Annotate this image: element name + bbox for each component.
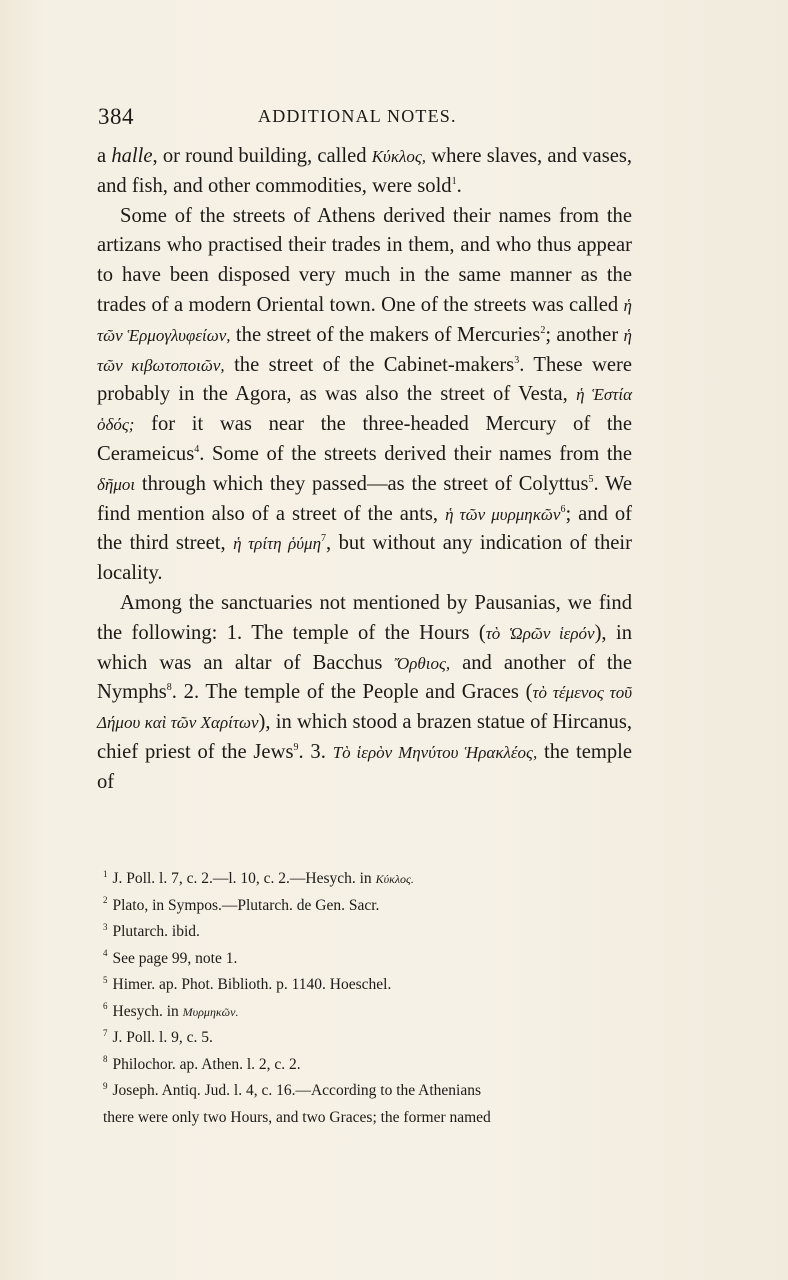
footnote-ref: 7 [321,533,327,545]
text-run: ; and of the third street, [97,502,632,555]
greek-phrase: ἡ τρίτη ῥύμη [233,534,322,554]
footnote [103,1052,633,1079]
paragraph-1 [97,142,632,202]
text-run: the street of the Cabinet-makers [234,353,515,376]
greek-phrase: τὸ Ὡρῶν ἱερόν [485,623,595,643]
footnote-continuation: there were only two Hours, and two Graces; the former named [103,1108,491,1126]
footnote-mark: 3 [103,921,108,932]
footnote-text: Hesych. in [112,1002,179,1020]
text-run: the street of the makers of Mercuries [235,323,541,346]
footnote-text: J. Poll. l. 7, c. 2.—l. 10, c. 2.—Hesych. in [112,870,372,887]
footnote-text: Plato, in Sympos.—Plutarch. de Gen. Sacr. [112,896,380,914]
footnote [103,972,633,999]
footnote-ref: 6 [560,503,566,515]
text-run: Some of the streets of Athens derived their names from the artizans who practised their trades in them, and who thus appear to have been disposed very much in the same manner as the trades of a modern Oriental town. One of the streets was called [97,204,632,316]
footnote-text: Himer. ap. Phot. Biblioth. p. 1140. Hoeschel. [112,976,392,993]
footnote [103,1078,633,1105]
page-header [98,104,636,134]
paragraph-2 [97,202,632,589]
text-run: . 2. The temple of the People and Graces ( [171,681,533,704]
footnote-text: Plutarch. ibid. [112,923,200,940]
footnote [103,893,633,920]
footnote-mark: 4 [103,948,108,959]
paragraph-3 [97,589,632,798]
text-run: and another of the Nymphs [97,651,632,704]
text-run: ), in which stood a brazen statue of Hircanus, chief priest of the Jews [97,711,632,763]
text-run: ; another [545,323,619,346]
footnote-mark: 5 [103,974,108,985]
footnote-mark: 2 [103,895,108,906]
footnote-ref: 3 [514,354,520,366]
greek-phrase: Κύκλος. [375,872,414,886]
greek-phrase: Μυρμηκῶν. [182,1004,239,1019]
running-head: ADDITIONAL NOTES. [258,106,457,126]
text-run: where slaves, and vases, and fish, and other commodities, were sold [97,145,633,197]
italic-word: halle [111,145,153,167]
text-run: . These were probably in the Agora, as was also the street of Vesta, [97,353,633,406]
greek-phrase: δῆμοι [97,474,136,494]
footnote-text: J. Poll. l. 9, c. 5. [112,1029,213,1046]
greek-phrase: ἡ Ἑστία ὁδός; [97,385,632,435]
footnote-mark: 7 [103,1027,108,1038]
footnotes [103,866,633,1131]
text-run: Among the sanctuaries not mentioned by Pausanias, we find the following: 1. The temple of the Hours ( [97,591,632,644]
footnote-text: See page 99, note 1. [112,949,238,967]
greek-phrase: Κύκλος, [371,147,427,166]
text-run: a [97,145,107,167]
footnote-mark: 9 [103,1080,108,1091]
footnote-text: Philochor. ap. Athen. l. 2, c. 2. [112,1055,301,1073]
text-run: . Some of the streets derived their names from the [199,442,632,465]
footnote [103,999,633,1026]
text-run: ), in which was an altar of Bacchus [97,621,632,674]
footnote-ref: 4 [194,444,200,456]
text-run: through which they passed—as the street of Colyttus [141,472,589,495]
footnote-ref: 1 [451,175,457,187]
footnote-ref: 9 [293,742,299,754]
footnote-text: Joseph. Antiq. Jud. l. 4, c. 16.—According to the Athenians [112,1082,482,1099]
greek-phrase: ἡ τῶν μυρμηκῶν [445,504,561,524]
body-text [97,142,632,798]
footnote-ref: 2 [540,324,546,336]
footnote-mark: 1 [103,868,108,879]
text-run: the temple of [97,740,633,793]
footnote-ref: 8 [166,682,172,694]
text-run: , or round building, called [152,145,367,167]
text-run: . [456,174,462,197]
footnote-mark: 8 [103,1054,108,1065]
footnote [103,946,633,973]
footnote [103,1025,633,1052]
footnote [103,866,633,893]
footnote-ref: 5 [588,473,594,485]
footnote [103,919,633,946]
greek-phrase: Ὄρθιος, [394,653,451,673]
page-number: 384 [98,104,134,129]
greek-phrase: τὸ τέμενος τοῦ Δήμου καὶ τῶν Χαρίτων [97,683,632,733]
greek-phrase: ἡ τῶν κιβωτοποιῶν, [97,325,632,375]
text-run: . 3. [298,740,326,763]
footnote-mark: 6 [103,1001,108,1012]
text-run: . We find mention also of a street of the ants, [97,472,632,525]
greek-phrase: Τὸ ἱερὸν Μηνύτου Ἡρακλέος, [332,742,538,762]
text-run: , but without any indication of their locality. [97,532,632,585]
text-run: for it was near the three-headed Mercury of the Cerameicus [97,413,632,465]
greek-phrase: ἡ τῶν Ἑρμογλυφείων, [97,295,632,345]
